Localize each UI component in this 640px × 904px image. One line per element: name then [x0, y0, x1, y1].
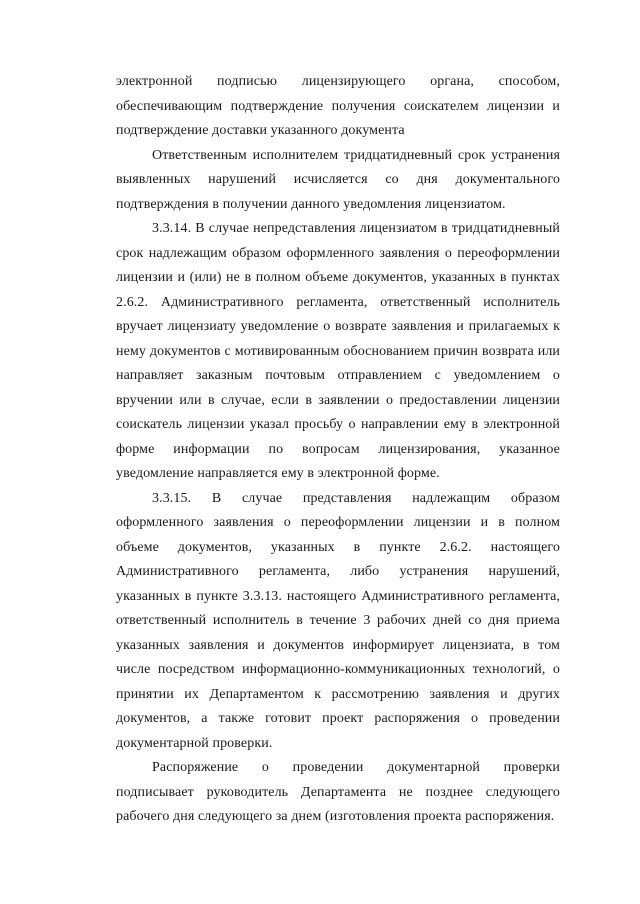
- paragraph-3-3-14: 3.3.14. В случае непредставления лицензиатом в тридцатидневный срок надлежащим образом оформленного заявления о переоформлении лицензии и (или) не в полном объеме документов, указанных в пунктах 2.6.2. Административного регламента, ответственный исполнитель вручает лицензиату уведомление о возврате заявления и прилагаемых к нему документов с мотивированным обоснованием причин возврата или направляет заказным почтовым отправлением с уведомлением о вручении или в случае, если в заявлении о предоставлении лицензии соискатель лицензии указал просьбу о направлении ему в электронной форме информации по вопросам лицензирования, указанное уведомление направляется ему в электронной форме.: [116, 221, 560, 481]
- paragraph-order-signing: Распоряжение о проведении документарной проверки подписывает руководитель Департамента не позднее следующего рабочего дня следующего за днем (изготовления проекта распоряжения.: [116, 760, 560, 824]
- paragraph-3-3-15: 3.3.15. В случае представления надлежащим образом оформленного заявления о переоформлении лицензии и в полном объеме документов, указанных в пункте 2.6.2. настоящего Административного регламента, либо устранения нарушений, указанных в пункте 3.3.13. настоящего Административного регламента, ответственный исполнитель в течение 3 рабочих дней со дня приема указанных заявления и документов информирует лицензиата, в том числе посредством информационно-коммуникационных технологий, о принятии их Департаментом к рассмотрению заявления и других документов, а также готовит проект распоряжения о проведении документарной проверки.: [116, 490, 560, 751]
- paragraph-continuation: электронной подписью лицензирующего органа, способом, обеспечивающим подтверждение получения соискателем лицензии и подтверждение доставки указанного документа: [116, 74, 560, 138]
- document-body: [116, 70, 560, 830]
- paragraph-deadline: Ответственным исполнителем тридцатидневный срок устранения выявленных нарушений исчисляется со дня документального подтверждения в получении данного уведомления лицензиатом.: [116, 147, 560, 212]
